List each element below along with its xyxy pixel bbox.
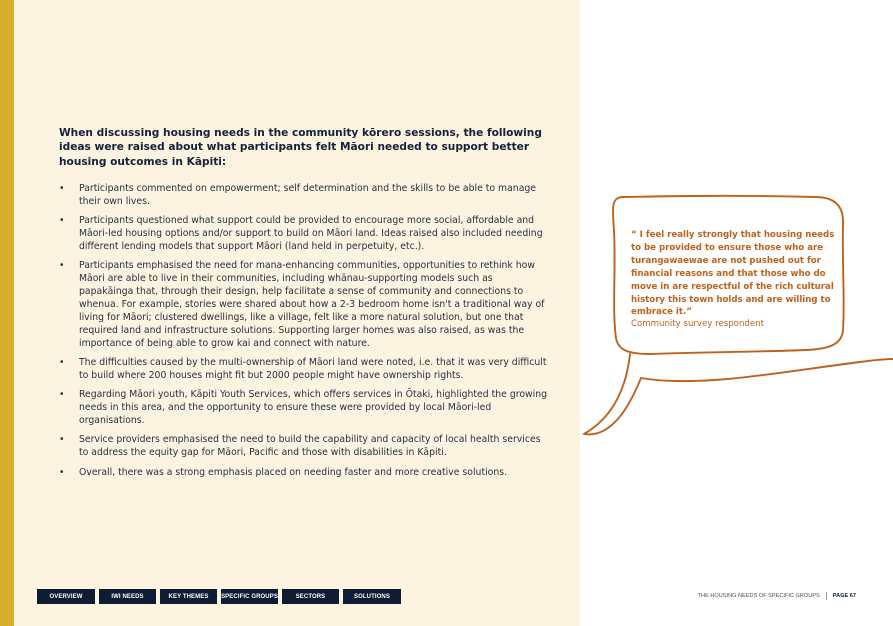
tab-iwi-needs[interactable]: IWI NEEDS: [99, 589, 156, 604]
bullet-marker: •: [59, 215, 65, 227]
bullet-marker: •: [59, 466, 65, 478]
tab-overview[interactable]: OVERVIEW: [37, 589, 95, 604]
list-item-text: Service providers emphasised the need to build the capability and capacity of local health services to address the equity gap for Māori, Pacific and those with disabilities in Kāpiti.: [79, 434, 541, 459]
quote-text: “ I feel really strongly that housing needs to be provided to ensure those who are turangawaewae are not pushed out for financial reasons and that those who do move in are respectful of the rich cultural history this town holds and are willing to embrace it.”: [631, 230, 835, 318]
page-footer: [698, 592, 856, 600]
list-item-text: Participants questioned what support could be provided to encourage more social, affordable and Māori-led housing options and/or support to build on Māori land. Ideas raised also included needing different lending models that support Māori (land held in perpetuity, etc.).: [79, 215, 543, 253]
page-number: PAGE 67: [832, 593, 856, 599]
quote-attribution: Community survey respondent: [631, 319, 764, 329]
list-item-text: Participants commented on empowerment; self determination and the skills to be able to manage their own lives.: [79, 183, 537, 207]
bullet-marker: •: [59, 260, 65, 272]
list-item-text: Overall, there was a strong emphasis placed on needing faster and more creative solutions.: [79, 466, 508, 478]
bullet-marker: •: [59, 357, 65, 369]
tab-solutions[interactable]: SOLUTIONS: [343, 589, 401, 604]
bullet-marker: •: [59, 183, 65, 194]
list-item-text: The difficulties caused by the multi-ownership of Māori land were noted, i.e. that it was very difficult to build where 200 houses might fit but 2000 people might have ownership rights.: [79, 357, 547, 381]
footer-divider: [826, 592, 827, 600]
list-item-text: Participants emphasised the need for mana-enhancing communities, opportunities to rethink how Māori are able to live in their communities, including whānau-supporting models such as papakāinga that, through their design, help facilitate a sense of community and connections to whenua. For example, stories were shared about how a 2-3 bedroom home isn't a traditional way of living for Māori; clustered dwellings, like a village, felt like a more natural solution, but one that required land and infrastructure solutions. Supporting larger homes was also raised, as was the importance of being able to grow kai and connect with nature.: [79, 260, 545, 349]
tab-sectors[interactable]: SECTORS: [282, 589, 339, 604]
section-nav: [37, 589, 401, 604]
list-item-text: Regarding Māori youth, Kāpiti Youth Services, which offers services in Ōtaki, highlighted the growing needs in this area, and the opportunity to ensure these were provided by local Māori-led organisations.: [79, 389, 548, 427]
footer-section-title: THE HOUSING NEEDS OF SPECIFIC GROUPS: [697, 593, 820, 599]
tab-specific-groups[interactable]: SPECIFIC GROUPS: [221, 589, 278, 604]
bullet-marker: •: [59, 389, 65, 401]
bullet-marker: •: [59, 434, 65, 446]
tab-key-themes[interactable]: KEY THEMES: [160, 589, 217, 604]
intro-heading: When discussing housing needs in the community kōrero sessions, the following ideas were raised about what participants felt Māori needed to support better housing outcomes in Kāpiti:: [59, 127, 542, 168]
